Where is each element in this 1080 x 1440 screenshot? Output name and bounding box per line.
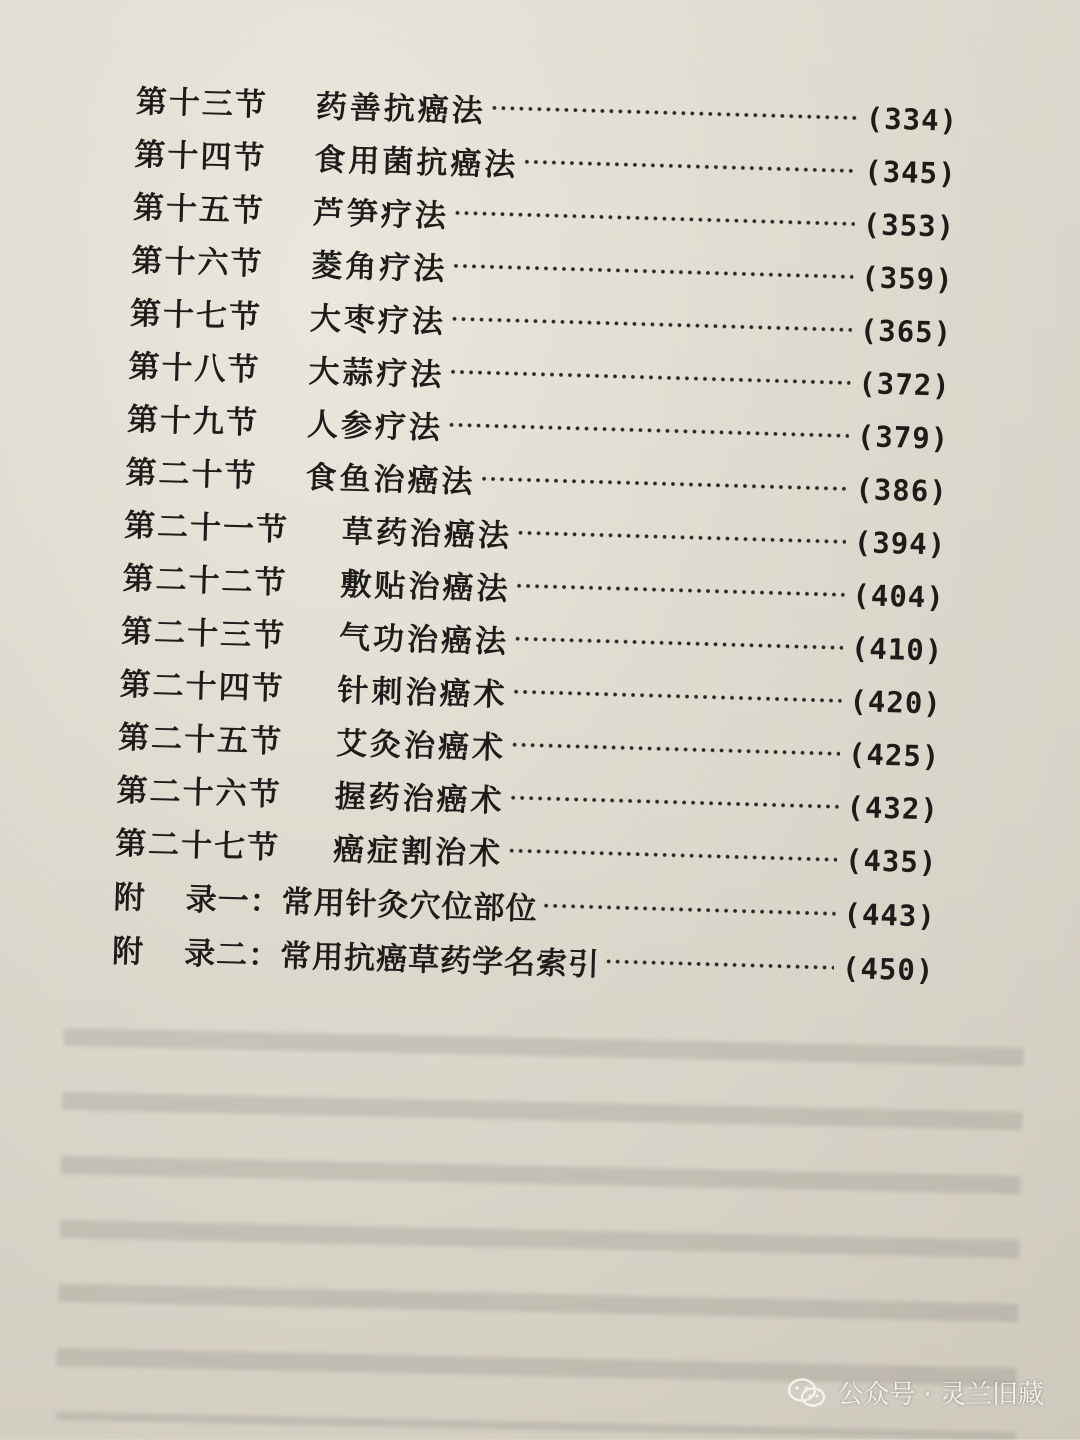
toc-title: 针刺治癌术 xyxy=(337,672,509,713)
toc-leader-dots xyxy=(512,688,842,705)
toc-page-number: (435) xyxy=(844,842,938,880)
toc-page-number: (372) xyxy=(857,366,952,403)
toc-title: 气功治癌法 xyxy=(338,619,510,661)
toc-title: 人参疗法 xyxy=(306,406,444,447)
wechat-icon xyxy=(787,1378,827,1408)
toc-leader-dots xyxy=(509,794,839,811)
toc-page-number: (425) xyxy=(847,737,941,774)
toc-leader-dots xyxy=(450,315,852,334)
toc-page-number: (359) xyxy=(860,260,955,297)
toc-title: 大蒜疗法 xyxy=(307,353,445,394)
toc-page-number: (432) xyxy=(846,790,940,827)
toc-section: 第二十四节 xyxy=(119,666,286,707)
toc-leader-dots xyxy=(513,635,843,652)
toc-page-number: (410) xyxy=(850,631,944,668)
toc-leader-dots xyxy=(516,529,846,546)
toc-section: 第二十五节 xyxy=(117,719,284,760)
toc-leader-dots xyxy=(448,368,850,387)
toc-leader-dots xyxy=(451,262,853,281)
toc-leader-dots xyxy=(507,847,837,864)
toc-page-number: (365) xyxy=(859,313,953,350)
toc-page-number: (353) xyxy=(862,207,956,244)
toc-page-number: (420) xyxy=(849,684,943,721)
appendix-title: 录二：常用抗癌草药学名索引 xyxy=(183,935,601,983)
toc-section: 第十八节 xyxy=(128,348,262,388)
toc-leader-dots xyxy=(542,902,836,918)
toc-title: 芦笋疗法 xyxy=(312,194,450,235)
appendix-label: 附 xyxy=(111,933,144,970)
toc-section: 第十三节 xyxy=(135,83,269,124)
toc-title: 食鱼治癌法 xyxy=(305,459,476,501)
appendix-label: 附 xyxy=(113,879,146,916)
toc-title: 草药治癌法 xyxy=(341,513,513,555)
toc-section: 第二十三节 xyxy=(120,613,287,654)
watermark xyxy=(787,1374,1044,1411)
toc-page-number: (386) xyxy=(854,472,949,509)
toc-page-number: (394) xyxy=(853,525,947,562)
toc-leader-dots xyxy=(604,957,834,971)
toc-title: 癌症割治术 xyxy=(332,831,504,872)
toc-page-number: (404) xyxy=(851,578,946,615)
toc-title: 敷贴治癌法 xyxy=(340,566,511,608)
watermark-text: 公众号 · 灵兰旧藏 xyxy=(837,1380,1044,1410)
toc-title: 握药治癌术 xyxy=(334,778,506,819)
toc-title: 菱角疗法 xyxy=(310,247,448,288)
toc-leader-dots xyxy=(490,104,858,122)
appendix-title: 录一：常用针灸穴位部位 xyxy=(185,881,539,927)
toc-leader-dots xyxy=(447,421,849,440)
toc-section: 第十九节 xyxy=(126,401,260,441)
toc-title: 艾灸治癌术 xyxy=(335,725,507,766)
toc-section: 第十七节 xyxy=(129,295,263,335)
toc-section: 第十六节 xyxy=(131,242,264,283)
toc-leader-dots xyxy=(522,158,856,175)
toc-page-number: (345) xyxy=(863,154,958,191)
toc-leader-dots xyxy=(453,209,855,228)
toc-section: 第二十节 xyxy=(125,454,259,494)
toc-page-number: (443) xyxy=(843,896,937,934)
toc-section: 第二十二节 xyxy=(122,560,289,601)
toc-page-number: (334) xyxy=(865,101,959,138)
toc-page-number: (450) xyxy=(841,950,935,988)
toc-leader-dots xyxy=(514,582,844,599)
appendix-entry xyxy=(112,928,963,992)
toc-leader-dots xyxy=(479,475,847,493)
toc-section: 第二十六节 xyxy=(116,772,283,813)
toc-section: 第十四节 xyxy=(133,136,267,177)
toc-title: 食用菌抗癌法 xyxy=(313,141,519,184)
toc-section: 第二十七节 xyxy=(114,825,281,866)
toc-page-number: (379) xyxy=(856,419,950,456)
toc-title: 药善抗癌法 xyxy=(315,88,487,130)
toc-leader-dots xyxy=(510,741,840,758)
toc-title: 大枣疗法 xyxy=(309,300,447,341)
toc-section: 第十五节 xyxy=(132,189,266,230)
toc-section: 第二十一节 xyxy=(123,507,290,548)
